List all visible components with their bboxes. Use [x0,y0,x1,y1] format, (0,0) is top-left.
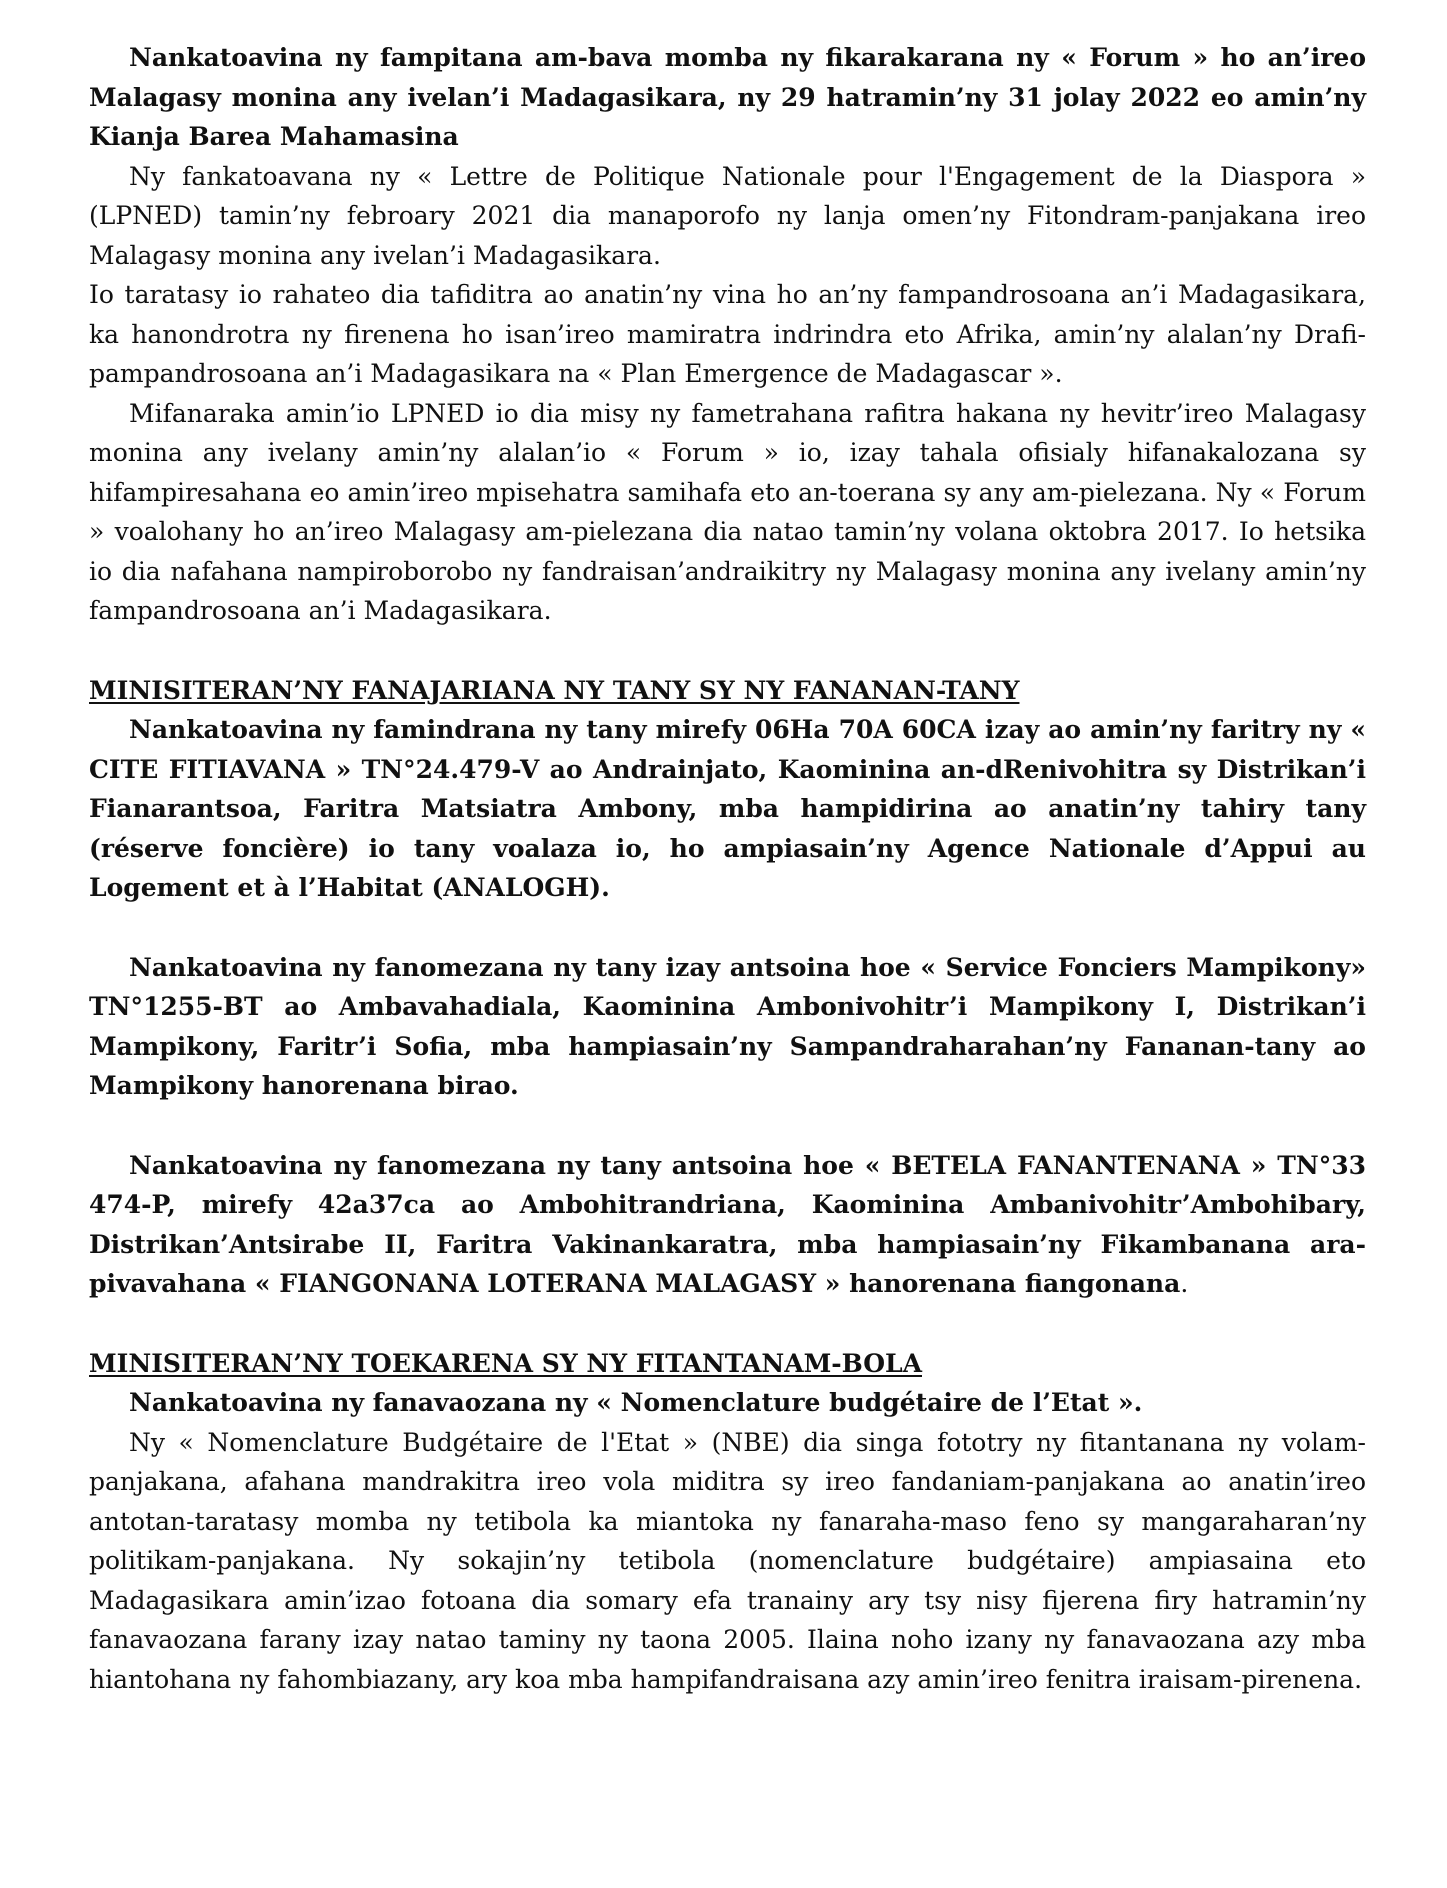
section-land-ministry [89,671,1366,1304]
paragraph-lpned: Ny fankatoavana ny « Lettre de Politique Nationale pour l'Engagement de la Diaspora » (LPNED) tamin’ny febroary 2021 dia manaporofo ny lanja omen’ny Fitondram-panjakana ireo Malagasy monina any ivelan’i Madagasikara. [89,161,1366,270]
decision-land-transfer: Nankatoavina ny famindrana ny tany mirefy 06Ha 70A 60CA izay ao amin’ny faritry ny « CITE FITIAVANA » TN°24.479-V ao Andrainjato, Kaominina an-dRenivohitra sy Distrikan’i Fianarantsoa, Faritra Matsiatra Ambony, mba hampidirina ao anatin’ny tahiry tany (réserve foncière) io tany voalaza io, ho ampiasain’ny Agence Nationale d’Appui au Logement et à l’Habitat (ANALOGH). [89,715,1366,902]
decision-land-betela-text: Nankatoavina ny fanomezana ny tany antsoina hoe « BETELA FANANTENANA » TN°33 474-P, mirefy 42a37ca ao Ambohitrandriana, Kaominina Ambanivohitr’Ambohibary, Distrikan’Antsirabe II, Faritra Vakinankaratra, mba hampiasain’ny Fikambanana ara-pivavahana « FIANGONANA LOTERANA MALAGASY » hanorenana fiangonana [89,1150,1366,1298]
spacer [89,1304,1366,1344]
spacer [89,1106,1366,1146]
decision-land-betela-end: . [1180,1269,1189,1298]
paragraph-nbe: Ny « Nomenclature Budgétaire de l'Etat » (NBE) dia singa fototry ny fitantanana ny volam-panjakana, afahana mandrakitra ireo vola miditra sy ireo fandaniam-panjakana ao anatin’ireo antotan-taratasy momba ny tetibola ka miantoka ny fanaraha-maso feno sy mangaraharan’ny politikam-panjakana. Ny sokajin’ny tetibola (nomenclature budgétaire) ampiasaina eto Madagasikara amin’izao fotoana dia somary efa tranainy ary tsy nisy fijerena firy hatramin’ny fanavaozana farany izay natao taminy ny taona 2005. Ilaina noho izany ny fanavaozana azy mba hiantohana ny fahombiazany, ary koa mba hampifandraisana azy amin’ireo fenitra iraisam-pirenena. [89,1427,1366,1694]
decision-land-mampikony: Nankatoavina ny fanomezana ny tany izay antsoina hoe « Service Fonciers Mampikony» TN°1255-BT ao Ambavahadiala, Kaominina Ambonivohitr’i Mampikony I, Distrikan’i Mampikony, Faritr’i Sofia, mba hampiasain’ny Sampandraharahan’ny Fananan-tany ao Mampikony hanorenana birao. [89,952,1366,1100]
decision-title-forum: Nankatoavina ny fampitana am-bava momba ny fikarakarana ny « Forum » ho an’ireo Malagasy monina any ivelan’i Madagasikara, ny 29 hatramin’ny 31 jolay 2022 eo amin’ny Kianja Barea Mahamasina [89,43,1366,151]
paragraph-vision: Io taratasy io rahateo dia tafiditra ao anatin’ny vina ho an’ny fampandrosoana an’i Madagasikara, ka hanondrotra ny firenena ho isan’ireo mamiratra indrindra eto Afrika, amin’ny alalan’ny Drafi-pampandrosoana an’i Madagasikara na « Plan Emergence de Madagascar ». [89,280,1366,388]
ministry-heading-land: MINISITERAN’NY FANAJARIANA NY TANY SY NY FANANAN-TANY [89,675,1020,705]
spacer [89,908,1366,948]
section-finance-ministry [89,1344,1366,1700]
decision-land-betela [89,1146,1366,1304]
spacer [89,631,1366,671]
section-forum [89,38,1366,631]
decision-title-nomenclature: Nankatoavina ny fanavaozana ny « Nomenclature budgétaire de l’Etat ». [129,1388,1143,1417]
ministry-heading-finance: MINISITERAN’NY TOEKARENA SY NY FITANTANAM-BOLA [89,1348,922,1378]
paragraph-forum-history: Mifanaraka amin’io LPNED io dia misy ny fametrahana rafitra hakana ny hevitr’ireo Malagasy monina any ivelany amin’ny alalan’io « Forum » io, izay tahala ofisialy hifanakalozana sy hifampiresahana eo amin’ireo mpisehatra samihafa eto an-toerana sy any am-pielezana. Ny « Forum » voalohany ho an’ireo Malagasy am-pielezana dia natao tamin’ny volana oktobra 2017. Io hetsika io dia nafahana nampiroborobo ny fandraisan’andraikitry ny Malagasy monina any ivelany amin’ny fampandrosoana an’i Madagasikara. [89,398,1366,625]
